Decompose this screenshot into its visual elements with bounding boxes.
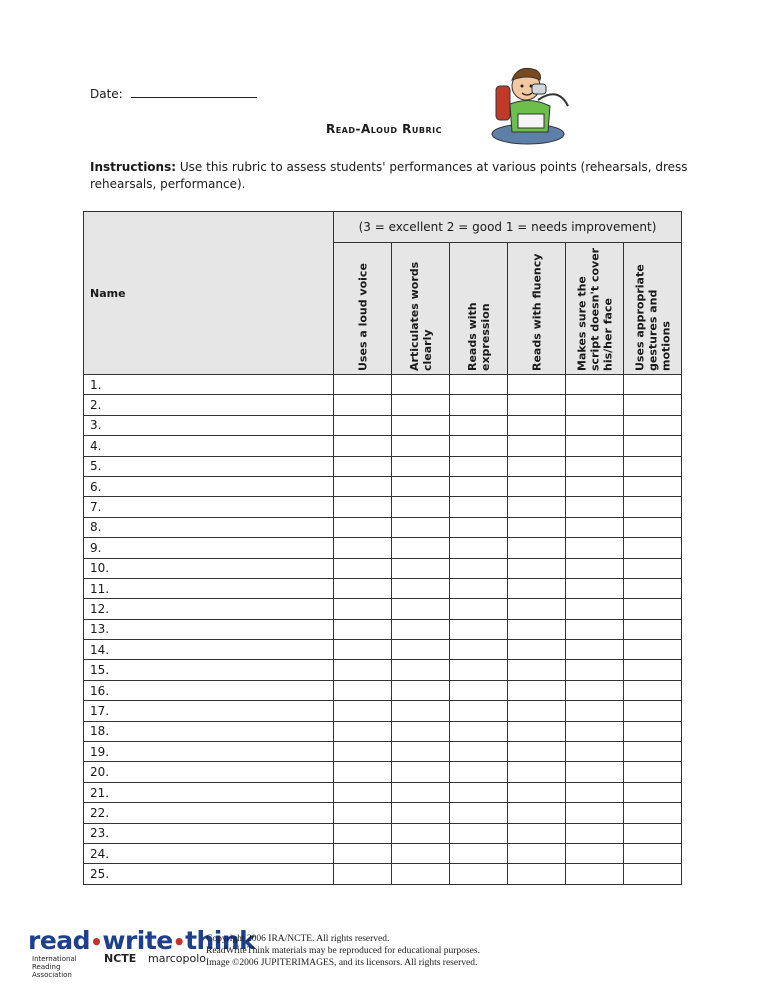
score-cell[interactable] bbox=[566, 701, 624, 721]
score-cell[interactable] bbox=[392, 619, 450, 639]
score-cell[interactable] bbox=[508, 476, 566, 496]
score-cell[interactable] bbox=[334, 640, 392, 660]
score-cell[interactable] bbox=[392, 721, 450, 741]
score-cell[interactable] bbox=[392, 742, 450, 762]
student-name-cell[interactable]: 11. bbox=[84, 578, 334, 598]
score-cell[interactable] bbox=[624, 721, 682, 741]
table-row bbox=[84, 456, 682, 476]
table-row bbox=[84, 803, 682, 823]
criterion-header bbox=[624, 243, 682, 375]
score-cell[interactable] bbox=[624, 660, 682, 680]
score-cell[interactable] bbox=[508, 497, 566, 517]
score-cell[interactable] bbox=[392, 558, 450, 578]
copyright-line: ReadWriteThink materials may be reproduced for educational purposes. bbox=[206, 946, 480, 956]
score-cell[interactable] bbox=[334, 742, 392, 762]
score-cell[interactable] bbox=[508, 395, 566, 415]
score-cell[interactable] bbox=[392, 578, 450, 598]
score-cell[interactable] bbox=[624, 619, 682, 639]
student-name-cell[interactable]: 7. bbox=[84, 497, 334, 517]
score-cell[interactable] bbox=[566, 680, 624, 700]
score-cell[interactable] bbox=[508, 599, 566, 619]
score-cell[interactable] bbox=[566, 497, 624, 517]
score-cell[interactable] bbox=[566, 742, 624, 762]
score-cell[interactable] bbox=[508, 843, 566, 863]
rubric-table bbox=[83, 211, 682, 885]
score-cell[interactable] bbox=[392, 395, 450, 415]
criterion-label: Reads with expression bbox=[465, 301, 492, 371]
table-row bbox=[84, 578, 682, 598]
score-cell[interactable] bbox=[508, 742, 566, 762]
score-cell[interactable] bbox=[624, 742, 682, 762]
copyright-line: Image ©2006 JUPITERIMAGES, and its licensors. All rights reserved. bbox=[206, 958, 478, 968]
score-cell[interactable] bbox=[566, 864, 624, 884]
table-row bbox=[84, 660, 682, 680]
score-cell[interactable] bbox=[624, 436, 682, 456]
score-cell[interactable] bbox=[566, 436, 624, 456]
logo-think: think bbox=[185, 926, 256, 955]
score-cell[interactable] bbox=[334, 375, 392, 395]
date-label: Date: bbox=[90, 87, 123, 101]
score-cell[interactable] bbox=[392, 803, 450, 823]
instructions-label: Instructions: bbox=[90, 160, 177, 174]
score-cell[interactable] bbox=[566, 476, 624, 496]
score-cell[interactable] bbox=[334, 538, 392, 558]
score-cell[interactable] bbox=[392, 375, 450, 395]
student-name-cell[interactable]: 6. bbox=[84, 476, 334, 496]
score-cell[interactable] bbox=[450, 619, 508, 639]
score-cell[interactable] bbox=[508, 680, 566, 700]
student-name-cell[interactable]: 5. bbox=[84, 456, 334, 476]
score-cell[interactable] bbox=[450, 578, 508, 598]
score-cell[interactable] bbox=[624, 599, 682, 619]
score-cell[interactable] bbox=[450, 476, 508, 496]
score-cell[interactable] bbox=[334, 497, 392, 517]
score-cell[interactable] bbox=[450, 436, 508, 456]
score-cell[interactable] bbox=[334, 843, 392, 863]
score-cell[interactable] bbox=[566, 395, 624, 415]
score-cell[interactable] bbox=[566, 823, 624, 843]
score-cell[interactable] bbox=[392, 864, 450, 884]
score-cell[interactable] bbox=[450, 843, 508, 863]
score-cell[interactable] bbox=[624, 640, 682, 660]
score-cell[interactable] bbox=[450, 415, 508, 435]
score-cell[interactable] bbox=[624, 701, 682, 721]
name-column-header: Name bbox=[84, 212, 334, 375]
score-cell[interactable] bbox=[334, 436, 392, 456]
score-cell[interactable] bbox=[450, 823, 508, 843]
score-cell[interactable] bbox=[624, 456, 682, 476]
student-name-cell[interactable]: 25. bbox=[84, 864, 334, 884]
score-cell[interactable] bbox=[392, 782, 450, 802]
student-name-cell[interactable]: 20. bbox=[84, 762, 334, 782]
table-row bbox=[84, 701, 682, 721]
score-cell[interactable] bbox=[334, 803, 392, 823]
score-cell[interactable] bbox=[508, 803, 566, 823]
criterion-label: Makes sure the script doesn't cover his/her face bbox=[575, 247, 614, 371]
student-name-cell[interactable]: 19. bbox=[84, 742, 334, 762]
score-cell[interactable] bbox=[624, 476, 682, 496]
score-cell[interactable] bbox=[392, 640, 450, 660]
score-cell[interactable] bbox=[392, 456, 450, 476]
score-cell[interactable] bbox=[392, 660, 450, 680]
score-cell[interactable] bbox=[334, 721, 392, 741]
score-cell[interactable] bbox=[624, 415, 682, 435]
student-name-cell[interactable]: 23. bbox=[84, 823, 334, 843]
table-row bbox=[84, 640, 682, 660]
table-row bbox=[84, 843, 682, 863]
score-cell[interactable] bbox=[392, 497, 450, 517]
score-cell[interactable] bbox=[624, 497, 682, 517]
date-blank-line[interactable] bbox=[131, 86, 257, 98]
score-cell[interactable] bbox=[624, 395, 682, 415]
logo-ira: International Reading Association bbox=[32, 955, 77, 979]
score-cell[interactable] bbox=[566, 538, 624, 558]
date-field bbox=[90, 86, 257, 101]
score-cell[interactable] bbox=[450, 558, 508, 578]
score-cell[interactable] bbox=[508, 782, 566, 802]
score-cell[interactable] bbox=[392, 415, 450, 435]
copyright-line: Copyright 2006 IRA/NCTE. All rights reserved. bbox=[206, 934, 390, 944]
score-cell[interactable] bbox=[334, 680, 392, 700]
score-cell[interactable] bbox=[392, 436, 450, 456]
score-cell[interactable] bbox=[450, 680, 508, 700]
score-cell[interactable] bbox=[624, 803, 682, 823]
score-cell[interactable] bbox=[624, 864, 682, 884]
score-cell[interactable] bbox=[450, 599, 508, 619]
student-name-cell[interactable]: 21. bbox=[84, 782, 334, 802]
score-cell[interactable] bbox=[450, 456, 508, 476]
score-cell[interactable] bbox=[392, 680, 450, 700]
table-row bbox=[84, 517, 682, 537]
score-cell[interactable] bbox=[334, 456, 392, 476]
criterion-label: Uses appropriate gestures and motions bbox=[633, 263, 672, 371]
instructions bbox=[90, 159, 690, 193]
table-row bbox=[84, 742, 682, 762]
student-name-cell[interactable]: 8. bbox=[84, 517, 334, 537]
score-cell[interactable] bbox=[334, 782, 392, 802]
score-cell[interactable] bbox=[508, 517, 566, 537]
score-cell[interactable] bbox=[566, 782, 624, 802]
score-cell[interactable] bbox=[566, 660, 624, 680]
score-cell[interactable] bbox=[334, 701, 392, 721]
score-cell[interactable] bbox=[334, 599, 392, 619]
score-cell[interactable] bbox=[392, 476, 450, 496]
score-cell[interactable] bbox=[450, 742, 508, 762]
student-rows bbox=[84, 375, 682, 885]
score-cell[interactable] bbox=[450, 721, 508, 741]
score-cell[interactable] bbox=[508, 640, 566, 660]
score-cell[interactable] bbox=[508, 721, 566, 741]
score-cell[interactable] bbox=[566, 558, 624, 578]
table-row bbox=[84, 375, 682, 395]
criterion-header bbox=[566, 243, 624, 375]
criterion-header bbox=[334, 243, 392, 375]
score-cell[interactable] bbox=[624, 375, 682, 395]
score-cell[interactable] bbox=[450, 517, 508, 537]
score-cell[interactable] bbox=[508, 578, 566, 598]
score-cell[interactable] bbox=[508, 538, 566, 558]
criterion-label: Uses a loud voice bbox=[356, 262, 369, 371]
page-title: Read-Aloud Rubric bbox=[325, 122, 443, 136]
score-cell[interactable] bbox=[450, 864, 508, 884]
student-name-cell[interactable]: 4. bbox=[84, 436, 334, 456]
score-cell[interactable] bbox=[450, 375, 508, 395]
criterion-label: Articulates words clearly bbox=[407, 261, 434, 371]
score-cell[interactable] bbox=[450, 395, 508, 415]
score-cell[interactable] bbox=[508, 375, 566, 395]
table-row bbox=[84, 823, 682, 843]
score-cell[interactable] bbox=[566, 578, 624, 598]
score-cell[interactable] bbox=[508, 558, 566, 578]
score-cell[interactable] bbox=[566, 415, 624, 435]
score-cell[interactable] bbox=[334, 660, 392, 680]
student-name-cell[interactable]: 12. bbox=[84, 599, 334, 619]
table-row bbox=[84, 721, 682, 741]
student-name-cell[interactable]: 18. bbox=[84, 721, 334, 741]
score-cell[interactable] bbox=[392, 538, 450, 558]
criterion-label: Reads with fluency bbox=[530, 253, 543, 371]
score-cell[interactable] bbox=[508, 619, 566, 639]
table-row bbox=[84, 538, 682, 558]
score-cell[interactable] bbox=[334, 619, 392, 639]
score-cell[interactable] bbox=[334, 395, 392, 415]
student-name-cell[interactable]: 13. bbox=[84, 619, 334, 639]
score-cell[interactable] bbox=[334, 476, 392, 496]
criterion-header bbox=[508, 243, 566, 375]
table-row bbox=[84, 476, 682, 496]
table-row bbox=[84, 415, 682, 435]
copyright-notice bbox=[206, 933, 480, 969]
table-row bbox=[84, 762, 682, 782]
score-cell[interactable] bbox=[624, 578, 682, 598]
score-cell[interactable] bbox=[450, 762, 508, 782]
logo-ncte: NCTE bbox=[104, 952, 137, 965]
table-row bbox=[84, 680, 682, 700]
score-cell[interactable] bbox=[450, 701, 508, 721]
score-cell[interactable] bbox=[334, 415, 392, 435]
criterion-header bbox=[392, 243, 450, 375]
score-cell[interactable] bbox=[508, 436, 566, 456]
score-cell[interactable] bbox=[566, 517, 624, 537]
readwritethink-logo: read•write•think International Reading Association NCTE marcopolo bbox=[28, 926, 256, 979]
score-cell[interactable] bbox=[624, 762, 682, 782]
score-cell[interactable] bbox=[392, 599, 450, 619]
score-cell[interactable] bbox=[450, 782, 508, 802]
score-cell[interactable] bbox=[334, 864, 392, 884]
score-cell[interactable] bbox=[508, 456, 566, 476]
score-cell[interactable] bbox=[334, 762, 392, 782]
score-cell[interactable] bbox=[624, 517, 682, 537]
score-cell[interactable] bbox=[450, 640, 508, 660]
score-cell[interactable] bbox=[566, 375, 624, 395]
student-name-cell[interactable]: 14. bbox=[84, 640, 334, 660]
score-cell[interactable] bbox=[508, 415, 566, 435]
table-row bbox=[84, 864, 682, 884]
score-cell[interactable] bbox=[450, 660, 508, 680]
score-cell[interactable] bbox=[566, 843, 624, 863]
score-cell[interactable] bbox=[334, 578, 392, 598]
score-cell[interactable] bbox=[450, 803, 508, 823]
student-name-cell[interactable]: 1. bbox=[84, 375, 334, 395]
score-cell[interactable] bbox=[566, 599, 624, 619]
logo-marcopolo: marcopolo bbox=[148, 952, 207, 965]
student-name-cell[interactable]: 16. bbox=[84, 680, 334, 700]
logo-read: read bbox=[28, 926, 91, 955]
score-cell[interactable] bbox=[450, 538, 508, 558]
score-cell[interactable] bbox=[624, 823, 682, 843]
score-cell[interactable] bbox=[392, 701, 450, 721]
score-cell[interactable] bbox=[566, 762, 624, 782]
score-cell[interactable] bbox=[508, 864, 566, 884]
score-cell[interactable] bbox=[624, 538, 682, 558]
instructions-text: Use this rubric to assess students' performances at various points (rehearsals, dress rehearsals, performance). bbox=[90, 160, 688, 191]
student-name-cell[interactable]: 3. bbox=[84, 415, 334, 435]
table-row bbox=[84, 436, 682, 456]
logo-write: write bbox=[102, 926, 173, 955]
score-cell[interactable] bbox=[566, 619, 624, 639]
student-name-cell[interactable]: 22. bbox=[84, 803, 334, 823]
score-cell[interactable] bbox=[334, 823, 392, 843]
table-row bbox=[84, 599, 682, 619]
rating-scale: (3 = excellent 2 = good 1 = needs improvement) bbox=[334, 212, 682, 243]
score-cell[interactable] bbox=[392, 823, 450, 843]
score-cell[interactable] bbox=[392, 843, 450, 863]
score-cell[interactable] bbox=[624, 680, 682, 700]
score-cell[interactable] bbox=[508, 762, 566, 782]
score-cell[interactable] bbox=[566, 803, 624, 823]
score-cell[interactable] bbox=[392, 517, 450, 537]
score-cell[interactable] bbox=[450, 497, 508, 517]
score-cell[interactable] bbox=[566, 640, 624, 660]
student-name-cell[interactable]: 17. bbox=[84, 701, 334, 721]
student-name-cell[interactable]: 15. bbox=[84, 660, 334, 680]
score-cell[interactable] bbox=[392, 762, 450, 782]
score-cell[interactable] bbox=[334, 517, 392, 537]
score-cell[interactable] bbox=[566, 721, 624, 741]
table-row bbox=[84, 782, 682, 802]
table-row bbox=[84, 619, 682, 639]
score-cell[interactable] bbox=[508, 823, 566, 843]
student-name-cell[interactable]: 24. bbox=[84, 843, 334, 863]
student-name-cell[interactable]: 10. bbox=[84, 558, 334, 578]
score-cell[interactable] bbox=[334, 558, 392, 578]
table-row bbox=[84, 558, 682, 578]
score-cell[interactable] bbox=[508, 701, 566, 721]
score-cell[interactable] bbox=[624, 843, 682, 863]
score-cell[interactable] bbox=[508, 660, 566, 680]
table-row bbox=[84, 395, 682, 415]
score-cell[interactable] bbox=[566, 456, 624, 476]
student-name-cell[interactable]: 2. bbox=[84, 395, 334, 415]
score-cell[interactable] bbox=[624, 558, 682, 578]
score-cell[interactable] bbox=[624, 782, 682, 802]
table-row bbox=[84, 497, 682, 517]
student-name-cell[interactable]: 9. bbox=[84, 538, 334, 558]
criterion-header bbox=[450, 243, 508, 375]
